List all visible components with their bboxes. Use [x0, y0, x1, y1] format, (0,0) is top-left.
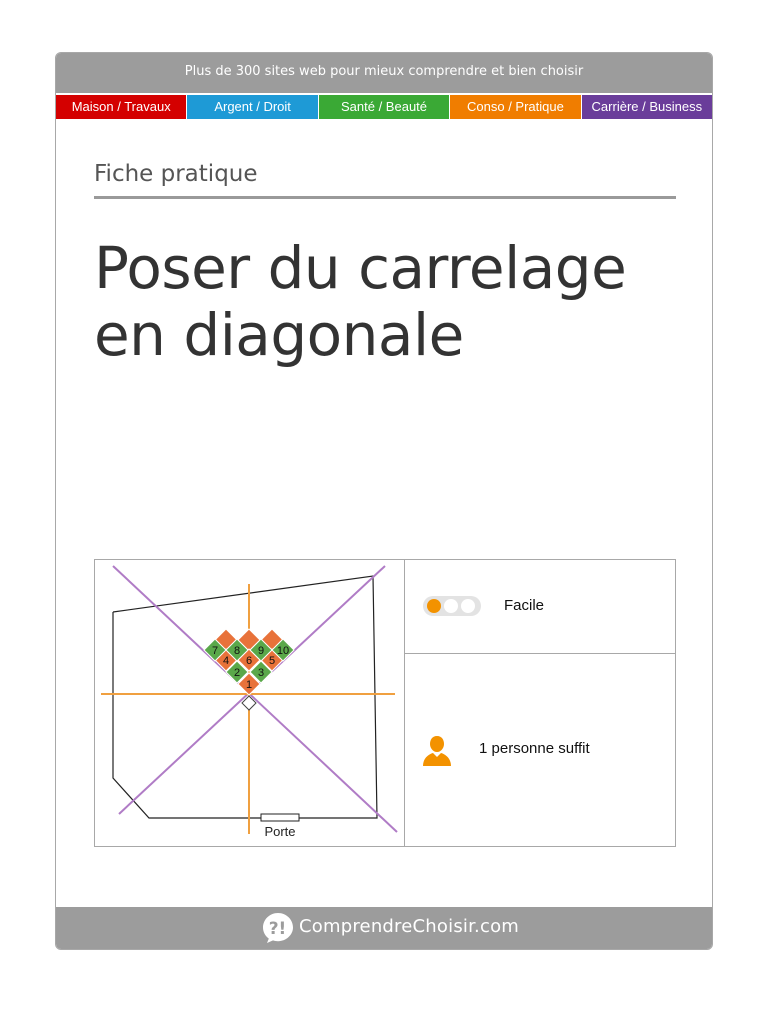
page-title: Poser du carrelage en diagonale [94, 234, 627, 369]
tagline: Plus de 300 sites web pour mieux comprendre et bien choisir [184, 64, 584, 79]
info-box [94, 559, 676, 847]
people-row [405, 654, 675, 846]
difficulty-row [405, 560, 675, 654]
svg-text:?!: ?! [268, 919, 287, 939]
diagonal-line [113, 566, 397, 832]
difficulty-dot [461, 599, 475, 613]
kicker-divider [94, 196, 676, 199]
section-kicker: Fiche pratique [94, 161, 258, 187]
category-carriere-business[interactable]: Carrière / Business [582, 95, 712, 119]
door-label: Porte [264, 824, 296, 839]
question-exclamation-icon[interactable] [262, 912, 294, 944]
tiling-diagram [95, 560, 404, 846]
tile-number: 7 [211, 645, 219, 657]
footer-bar [56, 907, 712, 949]
tile-number: 9 [257, 645, 265, 657]
tile-number: 4 [222, 655, 230, 667]
difficulty-dot [427, 599, 441, 613]
tile-number: 3 [257, 667, 265, 679]
people-label: 1 personne suffit [479, 740, 590, 757]
fiche-card [55, 52, 713, 950]
top-banner [56, 53, 712, 93]
tile-number: 10 [276, 645, 290, 657]
door-symbol [261, 814, 299, 821]
category-maison-travaux[interactable]: Maison / Travaux [56, 95, 187, 119]
category-nav [56, 95, 712, 119]
category-sante-beaute[interactable]: Santé / Beauté [319, 95, 450, 119]
difficulty-meter [423, 596, 481, 616]
tile-layout [204, 629, 294, 695]
footer-brand[interactable]: ComprendreChoisir.com [299, 916, 520, 937]
diagram-cell [95, 560, 405, 846]
tile-number: 2 [233, 667, 241, 679]
tile-number: 5 [268, 655, 276, 667]
tile-number: 8 [233, 645, 241, 657]
category-conso-pratique[interactable]: Conso / Pratique [450, 95, 581, 119]
person-icon [421, 734, 453, 766]
category-argent-droit[interactable]: Argent / Droit [187, 95, 318, 119]
difficulty-label: Facile [504, 597, 545, 614]
tile-number: 1 [245, 679, 253, 691]
tile-number: 6 [245, 655, 253, 667]
difficulty-dot [444, 599, 458, 613]
